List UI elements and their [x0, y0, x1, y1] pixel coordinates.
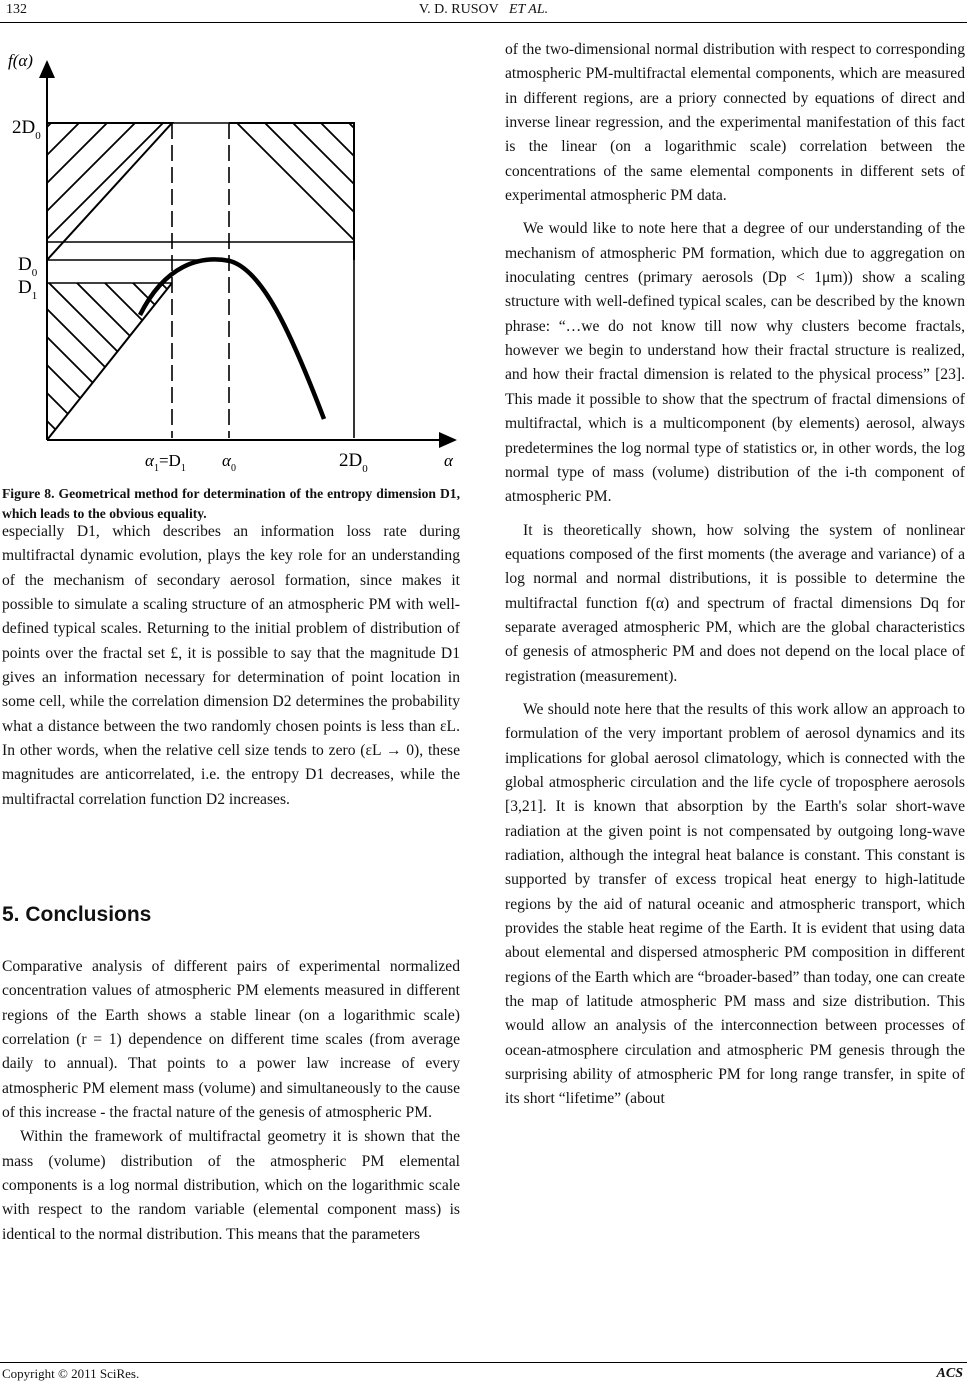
hatched-triangle-lower-left: [0, 30, 400, 480]
right-column: [505, 38, 965, 1112]
left-column-body: [2, 520, 460, 812]
page-number: 132: [6, 2, 27, 17]
y-tick-d0: $D_0$: [18, 254, 38, 279]
section-title: 5. Conclusions: [2, 903, 152, 926]
footer-copyright: Copyright © 2011 SciRes.: [2, 1366, 140, 1381]
y-tick-2d0: $2D_0$: [12, 117, 41, 142]
x-tick-2d0: $2D_0$: [339, 450, 368, 475]
header-rule: [0, 22, 967, 23]
right-paragraph-3: It is theoretically shown, how solving the system of nonlinear equations composed of the first moments (the average and variance) of a log normal and normal distributions, it is possible to determine the multifractal function f(α) and spectrum of fractal dimensions Dq for separate averaged atmospheric PM, which are the global characteristics of genesis of atmospheric PM and does not depend on the local place of registration (measurement).: [505, 521, 965, 685]
footer-journal: ACS: [936, 1366, 963, 1381]
conclusions-paragraph-2: Within the framework of multifractal geometry it is shown that the mass (volume) distribution of the atmospheric PM elemental components is a log normal distribution, which on the logarithmic scale with respect to the random variable (elemental component mass) is identical to the normal distribution. This means that the parameters: [2, 1128, 460, 1243]
conclusions-paragraph-1: Comparative analysis of different pairs of experimental normalized concentration values of atmospheric PM elements measured in different regions of the Earth shows a stable linear (on a logarithmic scale) correlation (r = 1) dependence on different time scales (from average daily to annual). That points to a power law increase of every atmospheric PM element mass (volume) and simultaneously to the cause of this increase - the fractal nature of the genesis of atmospheric PM.: [2, 958, 460, 1122]
left-paragraph-1: especially D1, which describes an information loss rate during multifractal dynamic evolution, plays the key role for an understanding of the mechanism of secondary aerosol formation, since makes it possible to simulate a scaling structure of an atmospheric PM with well-defined typical scales. Returning to the initial problem of distribution of points over the fractal set £, it is possible to say that the magnitude D1 gives an information necessary for determination of point location in some cell, while the correlation dimension D2 determines the probability what a distance between the two randomly chosen points is less than εL. In other words, when the relative cell size tends to zero (εL → 0), these magnitudes are anticorrelated, i.e. the entropy D1 decreases, while the multifractal correlation function D2 increases.: [2, 523, 460, 808]
figure-8-diagram: [0, 30, 470, 480]
right-paragraph-4: We should note here that the results of this work allow an approach to formulation of the very important problem of aerosol dynamics and its implications for global aerosol climatology, which is connected with the global atmospheric circulation and the life cycle of troposphere aerosols [3,21]. It is known that absorption by the Earth's solar short-wave radiation at the given point is not compensated by outgoing long-wave radiation, although the integral heat balance is constant. This constant is supported by transfer of excess tropical heat energy to high-latitude regions by the aid of natural oceanic and atmospheric transport, which provides the stable heat regime of the Earth. It is evident that using data about elemental and dispersed atmospheric PM composition in different regions of the Earth which are “broader-based” than today, one can create the map of latitude atmospheric PM mass and size distribution. This would allow an analysis of the interconnection between processes of ocean-atmosphere circulation and atmospheric PM genesis through the surprising ability of atmospheric PM for long range transfer, in spite of its short “lifetime” (about: [505, 700, 965, 1108]
diagram-frame: [47, 123, 354, 440]
right-paragraph-1: of the two-dimensional normal distribution with respect to corresponding atmospheric PM-multifractal elemental components, which are measured in different regions, are a priory connected by equations of direct and inverse linear regression, and the experimental manifestation of this fact is the linear (on a logarithmic scale) correlation between the concentrations of the same elemental components in different sets of experimental atmospheric PM data.: [505, 41, 965, 205]
running-head-authors: V. D. RUSOV: [418, 2, 499, 17]
hatched-triangle-upper-left: [0, 30, 400, 480]
running-head-etal: ET AL.: [508, 2, 549, 17]
y-tick-d1: $D_1$: [18, 277, 38, 302]
running-head: [0, 2, 967, 18]
figure-caption: Figure 8. Geometrical method for determination of the entropy dimension D1, which leads to the obvious equality.: [2, 486, 460, 521]
right-paragraph-2: We would like to note here that a degree of our understanding of the mechanism of atmospheric PM formation, which due to aggregation on inoculating centres (primary aerosols (Dp < 1μm)) show a scaling structure with well-defined typical scales, can be described by the known phrase: “…we do not know till now why clusters become fractals, however we begin to understand how their fractal structure is realized, and how their fractal dimension is related to the physical process” [23]. This made it possible to show that the spectrum of fractal dimensions of multifractal, which is a multicomponent (by elements) aerosol, always predetermines the log normal type of statistics or, in other words, the log normal type of mass (volume) distribution of the i-th component of atmospheric PM.: [505, 220, 965, 506]
footer-rule: [0, 1362, 967, 1363]
x-tick-alpha0: $\alpha_0$: [222, 451, 236, 474]
conclusions-body: [2, 955, 460, 1247]
hatched-triangle-upper-right: [100, 30, 470, 480]
x-tick-alpha1: $\alpha_1=D_1$: [145, 451, 186, 474]
y-axis-label: f(α): [8, 51, 33, 70]
x-axis-label: α: [444, 451, 453, 470]
